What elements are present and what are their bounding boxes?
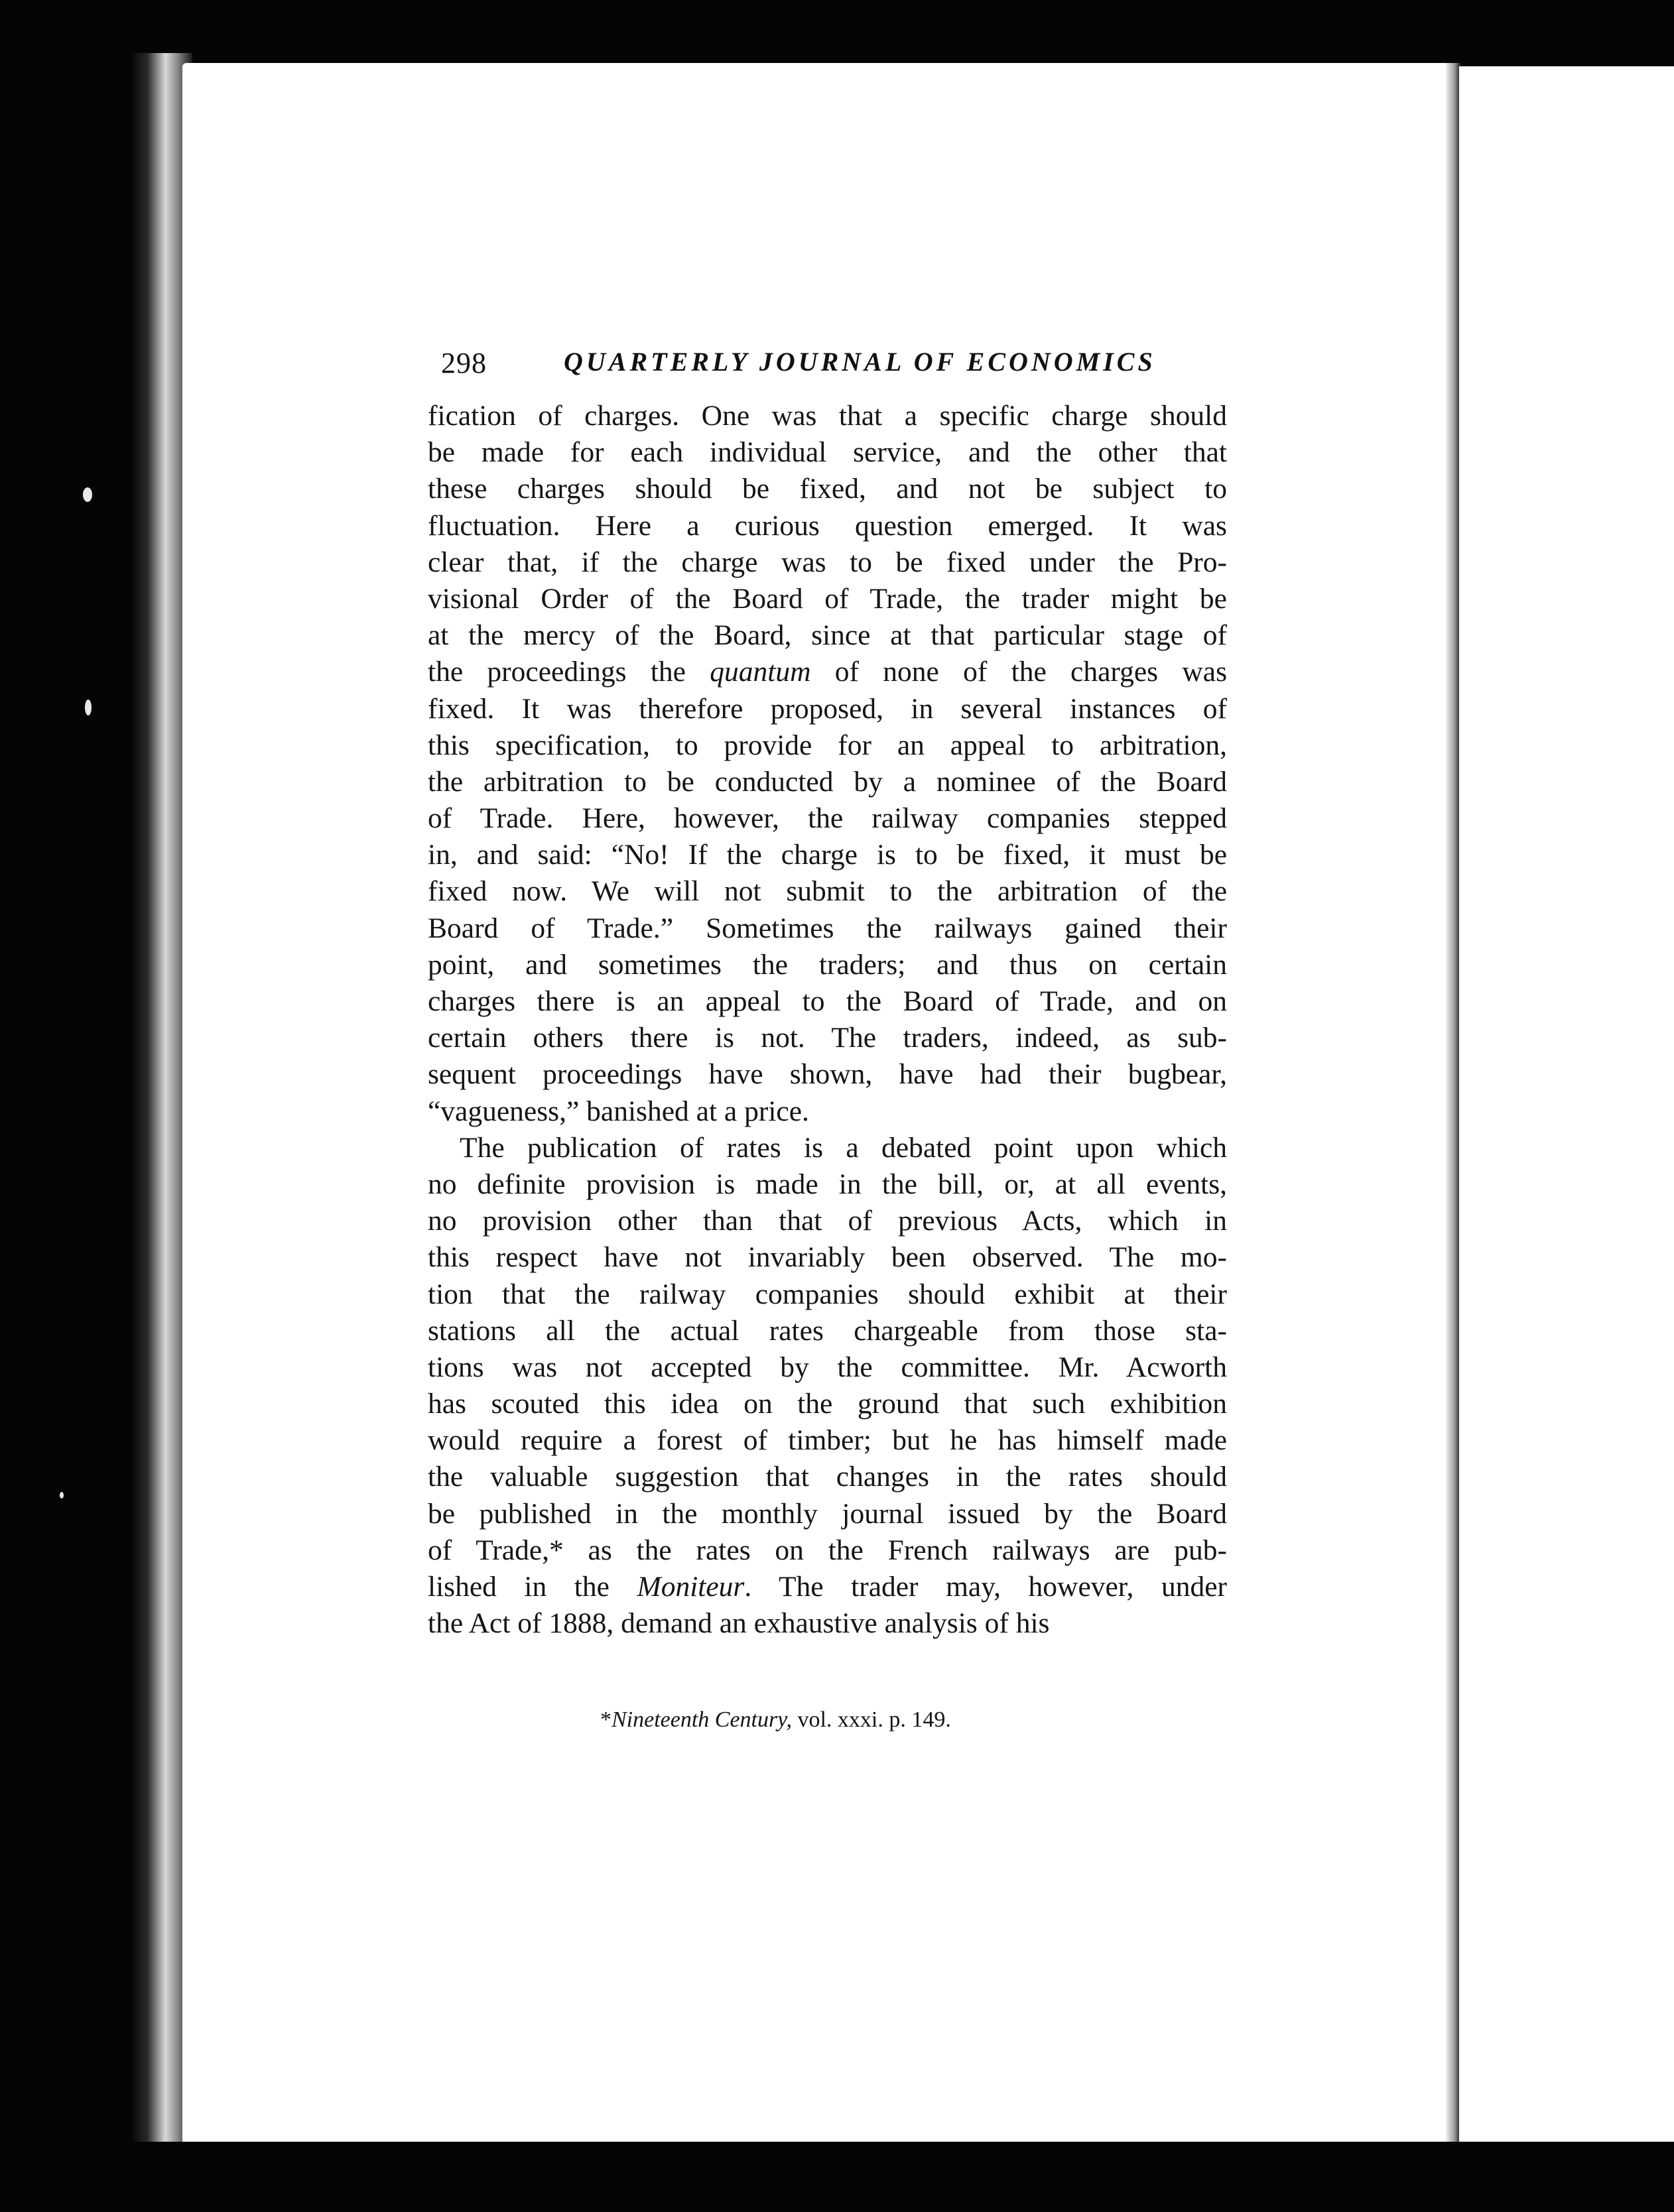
text-line: Board of Trade.” Sometimes the railways gained their — [428, 912, 1227, 944]
text-line: The publication of rates is a debated point upon which — [460, 1131, 1227, 1164]
text-line: the arbitration to be conducted by a nominee of the Board — [428, 765, 1227, 798]
text-line: sequent proceedings have shown, have had their bugbear, — [428, 1058, 1227, 1091]
text-line: the Act of 1888, demand an exhaustive analysis of his — [428, 1607, 1050, 1640]
text-line: fixed now. We will not submit to the arbitration of the — [428, 875, 1227, 908]
text-line: these charges should be fixed, and not be subject to — [428, 473, 1227, 505]
scan-speck — [83, 487, 92, 502]
italic-term: quantum — [710, 656, 811, 688]
text-line: fication of charges. One was that a specific charge should — [428, 400, 1227, 432]
footnote-reference: vol. xxxi. p. 149. — [791, 1707, 951, 1732]
body-text — [428, 398, 1227, 1642]
text-line: clear that, if the charge was to be fixed under the Pro- — [428, 546, 1227, 578]
text-line: lished in the Moniteur. The trader may, however, under — [428, 1571, 1227, 1603]
scan-speck — [85, 700, 92, 715]
text-line: be published in the monthly journal issued by the Board — [428, 1497, 1227, 1530]
paragraph — [428, 1130, 1227, 1642]
text-line: fixed. It was therefore proposed, in several instances of — [428, 692, 1227, 725]
text-line: of Trade. Here, however, the railway companies stepped — [428, 802, 1227, 835]
running-head: QUARTERLY JOURNAL OF ECONOMICS — [564, 347, 1156, 377]
text-line: point, and sometimes the traders; and thus on certain — [428, 948, 1227, 981]
text-line: be made for each individual service, and the other that — [428, 436, 1227, 469]
footnote — [600, 1707, 1025, 1733]
text-line: the proceedings the quantum of none of the charges was — [428, 656, 1227, 688]
text-line: has scouted this idea on the ground that such exhibition — [428, 1388, 1227, 1420]
text-line: of Trade,* as the rates on the French railways are pub- — [428, 1534, 1227, 1566]
text-line: the valuable suggestion that changes in the rates should — [428, 1461, 1227, 1493]
text-line: tion that the railway companies should exhibit at their — [428, 1278, 1227, 1310]
text-line: would require a forest of timber; but he has himself made — [428, 1424, 1227, 1457]
text-line: fluctuation. Here a curious question emerged. It was — [428, 509, 1227, 542]
text-line: this specification, to provide for an appeal to arbitration, — [428, 729, 1227, 761]
scan-speck — [60, 1492, 64, 1499]
paragraph — [428, 398, 1227, 1130]
text-line: “vagueness,” banished at a price. — [428, 1095, 809, 1127]
page-gutter-shadow — [1446, 63, 1460, 2142]
text-line: stations all the actual rates chargeable from those sta- — [428, 1314, 1227, 1347]
facing-page-edge — [1459, 66, 1674, 2142]
footnote-marker: * — [600, 1707, 612, 1732]
footnote-source: Nineteenth Century, — [612, 1707, 792, 1732]
text-line: at the mercy of the Board, since at that particular stage of — [428, 619, 1227, 652]
italic-term: Moniteur — [637, 1571, 745, 1603]
text-line: no provision other than that of previous Acts, which in — [428, 1205, 1227, 1237]
text-line: tions was not accepted by the committee. Mr. Acworth — [428, 1351, 1227, 1383]
text-line: certain others there is not. The traders, indeed, as sub- — [428, 1022, 1227, 1054]
page-header — [441, 346, 1156, 386]
text-line: no definite provision is made in the bill, or, at all events, — [428, 1168, 1227, 1200]
text-line: this respect have not invariably been observed. The mo- — [428, 1241, 1227, 1274]
text-line: in, and said: “No! If the charge is to be fixed, it must be — [428, 839, 1227, 871]
text-line: charges there is an appeal to the Board of Trade, and on — [428, 985, 1227, 1017]
text-line: visional Order of the Board of Trade, the trader might be — [428, 582, 1227, 615]
page-number: 298 — [441, 347, 487, 379]
